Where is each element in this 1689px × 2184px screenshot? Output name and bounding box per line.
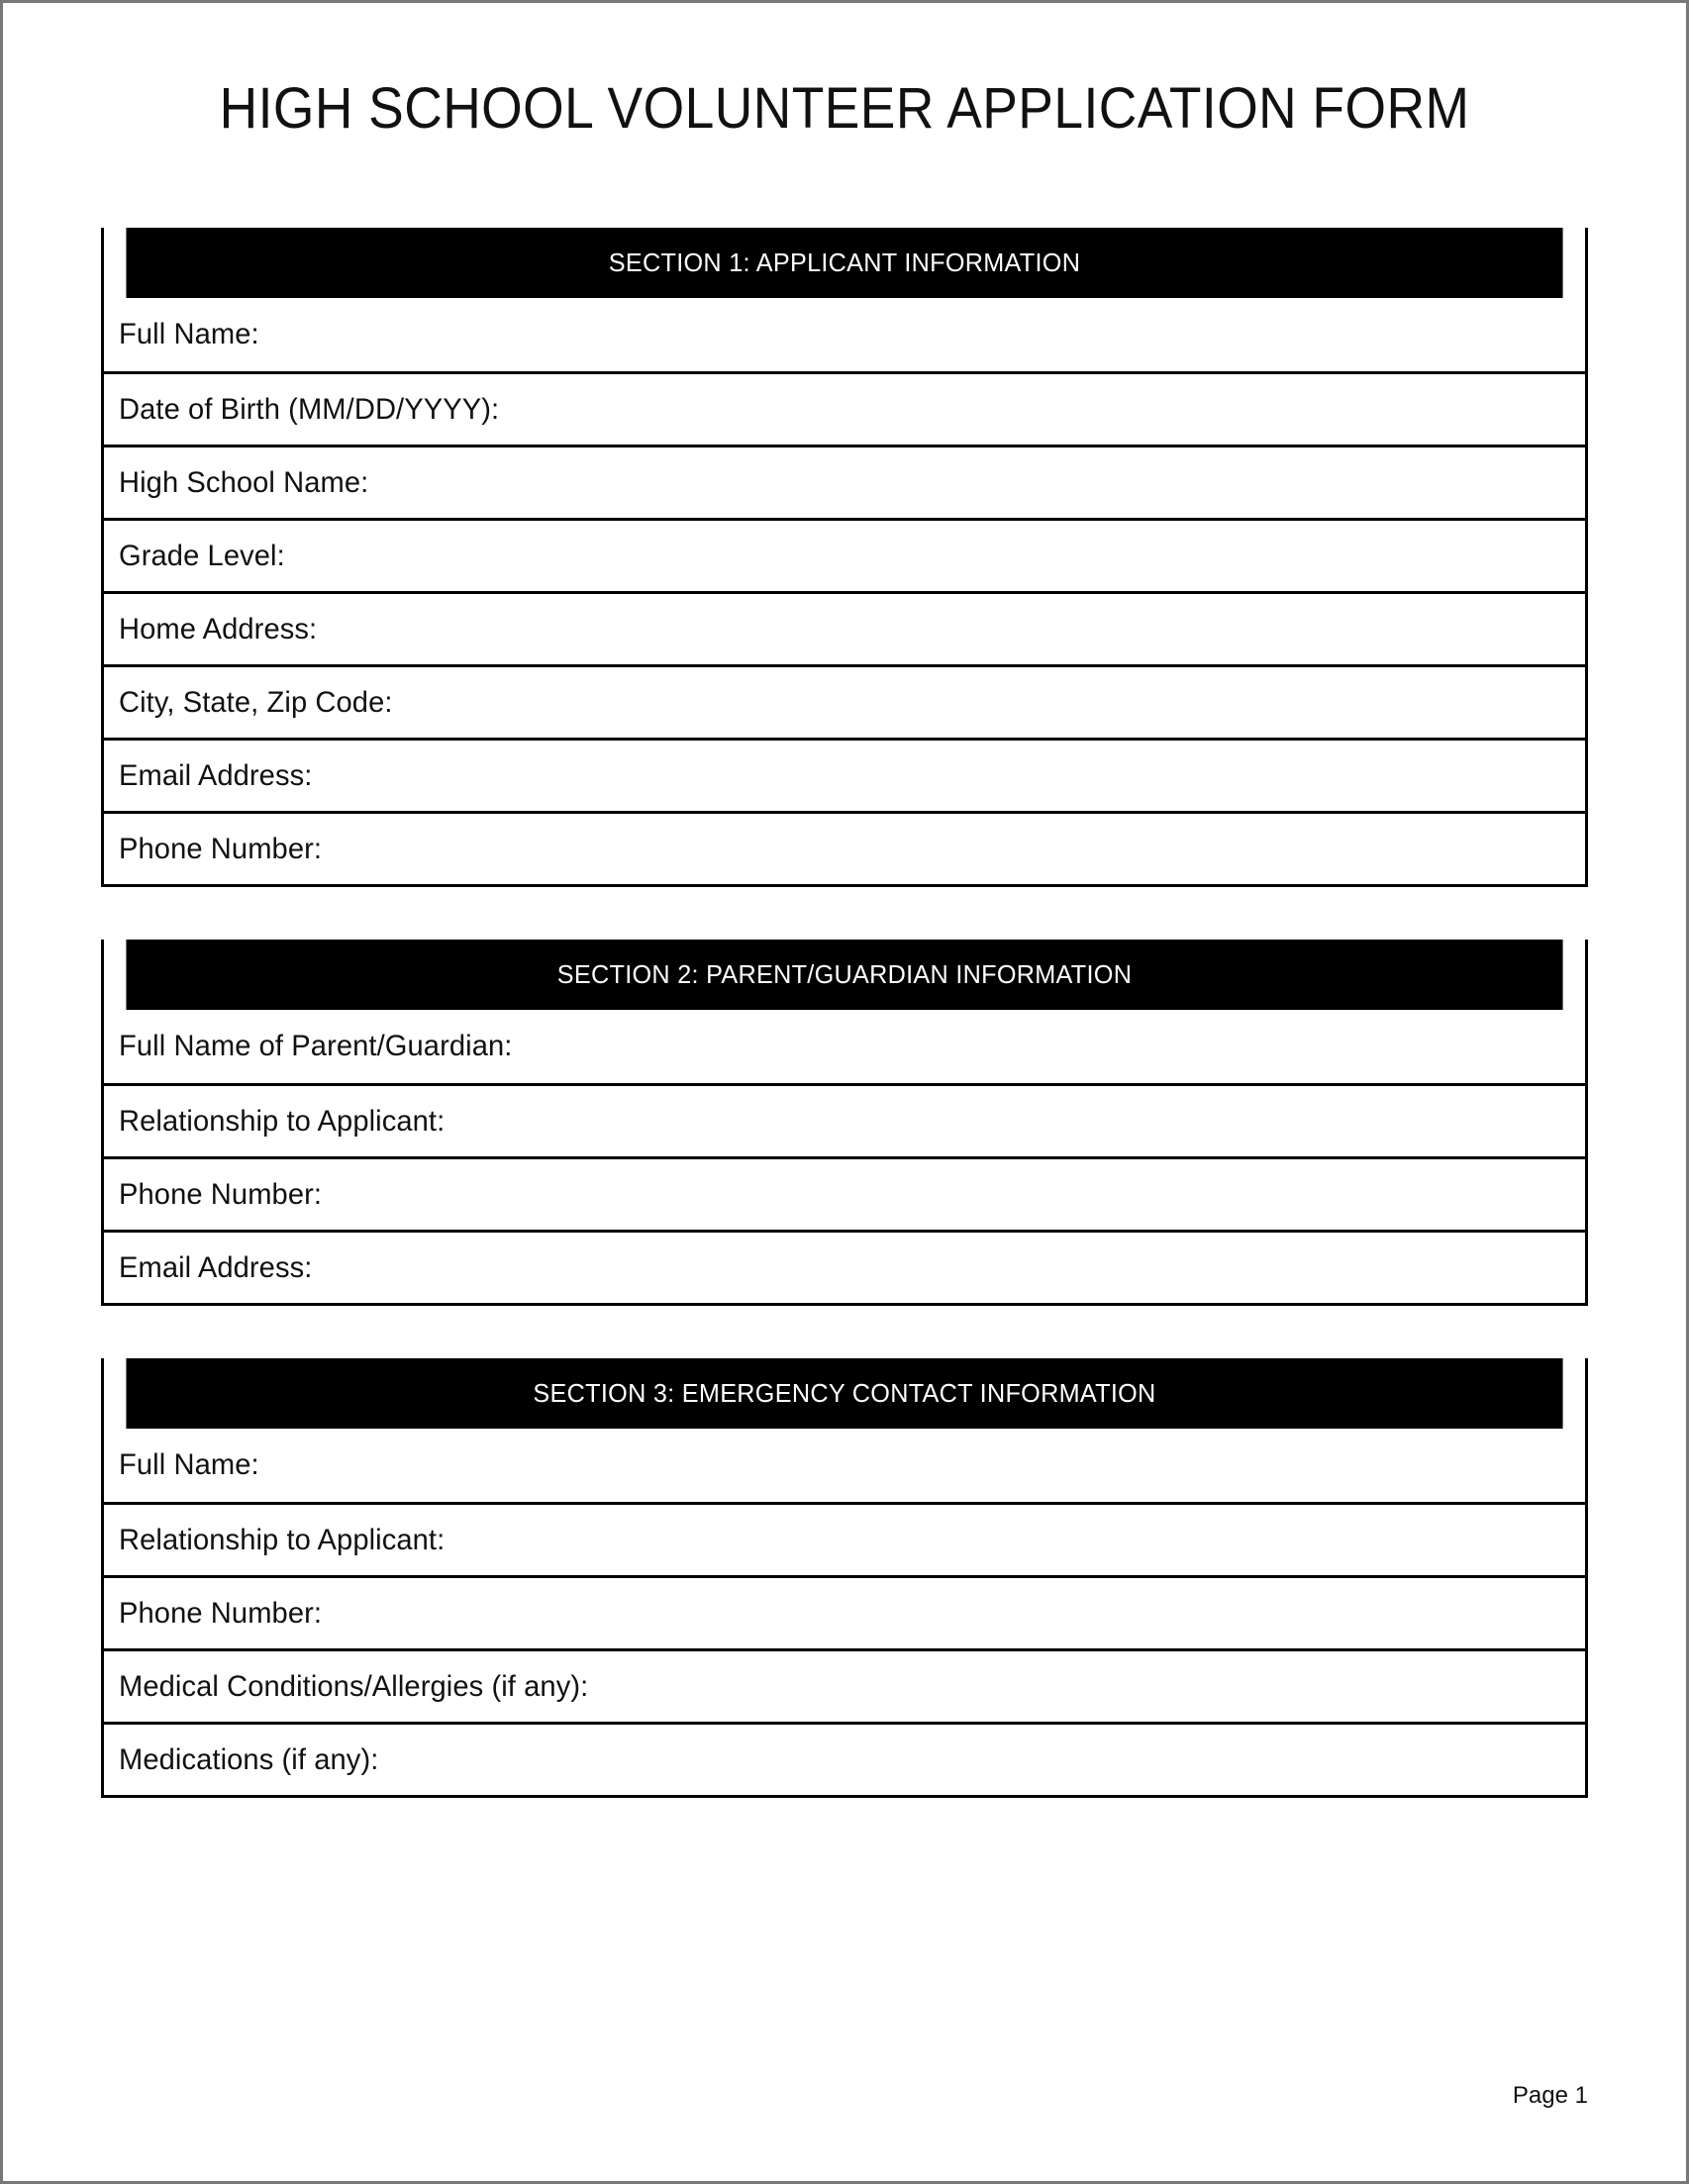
section-field-list xyxy=(104,1429,1585,1795)
form-field-row-2-1[interactable] xyxy=(104,1010,1585,1083)
form-field-label: Full Name of Parent/Guardian: xyxy=(119,1030,513,1063)
form-field-label: City, State, Zip Code: xyxy=(119,685,393,719)
form-field-row-1-7[interactable] xyxy=(104,738,1585,811)
form-field-label: Date of Birth (MM/DD/YYYY): xyxy=(119,392,500,426)
page-title: HIGH SCHOOL VOLUNTEER APPLICATION FORM xyxy=(219,76,1470,141)
form-field-row-3-4[interactable] xyxy=(104,1648,1585,1722)
form-field-row-1-8[interactable] xyxy=(104,811,1585,884)
form-section-1 xyxy=(101,228,1588,887)
form-field-row-1-5[interactable] xyxy=(104,591,1585,664)
section-header-3: SECTION 3: EMERGENCY CONTACT INFORMATION xyxy=(126,1358,1562,1429)
page-content-area xyxy=(3,3,1686,2181)
form-field-row-2-3[interactable] xyxy=(104,1156,1585,1230)
section-field-list xyxy=(104,298,1585,884)
form-field-label: Phone Number: xyxy=(119,832,323,865)
page-footer: Page 1 xyxy=(1512,2082,1588,2109)
form-field-row-3-3[interactable] xyxy=(104,1575,1585,1648)
form-sections-container xyxy=(101,228,1588,1798)
form-field-label: Email Address: xyxy=(119,758,313,792)
form-field-row-3-5[interactable] xyxy=(104,1722,1585,1795)
form-field-row-1-1[interactable] xyxy=(104,298,1585,371)
form-field-label: Phone Number: xyxy=(119,1177,323,1211)
form-field-label: Full Name: xyxy=(119,318,259,351)
form-field-label: Medical Conditions/Allergies (if any): xyxy=(119,1669,589,1703)
form-field-row-1-4[interactable] xyxy=(104,518,1585,591)
form-field-row-2-4[interactable] xyxy=(104,1230,1585,1303)
form-field-row-3-1[interactable] xyxy=(104,1429,1585,1502)
form-field-label: High School Name: xyxy=(119,465,369,499)
form-field-label: Relationship to Applicant: xyxy=(119,1104,446,1138)
form-field-row-1-3[interactable] xyxy=(104,445,1585,518)
form-field-label: Grade Level: xyxy=(119,539,285,572)
form-field-label: Full Name: xyxy=(119,1448,259,1482)
form-section-3 xyxy=(101,1358,1588,1798)
form-field-row-1-6[interactable] xyxy=(104,664,1585,738)
section-header-2: SECTION 2: PARENT/GUARDIAN INFORMATION xyxy=(126,940,1562,1010)
form-field-row-3-2[interactable] xyxy=(104,1502,1585,1575)
form-field-label: Relationship to Applicant: xyxy=(119,1523,446,1556)
form-field-label: Home Address: xyxy=(119,612,318,645)
section-header-1: SECTION 1: APPLICANT INFORMATION xyxy=(126,228,1562,298)
form-section-2 xyxy=(101,940,1588,1306)
form-field-row-2-2[interactable] xyxy=(104,1083,1585,1156)
form-field-label: Medications (if any): xyxy=(119,1742,379,1776)
form-field-row-1-2[interactable] xyxy=(104,371,1585,445)
form-field-label: Email Address: xyxy=(119,1250,313,1284)
form-field-label: Phone Number: xyxy=(119,1596,323,1630)
section-field-list xyxy=(104,1010,1585,1303)
